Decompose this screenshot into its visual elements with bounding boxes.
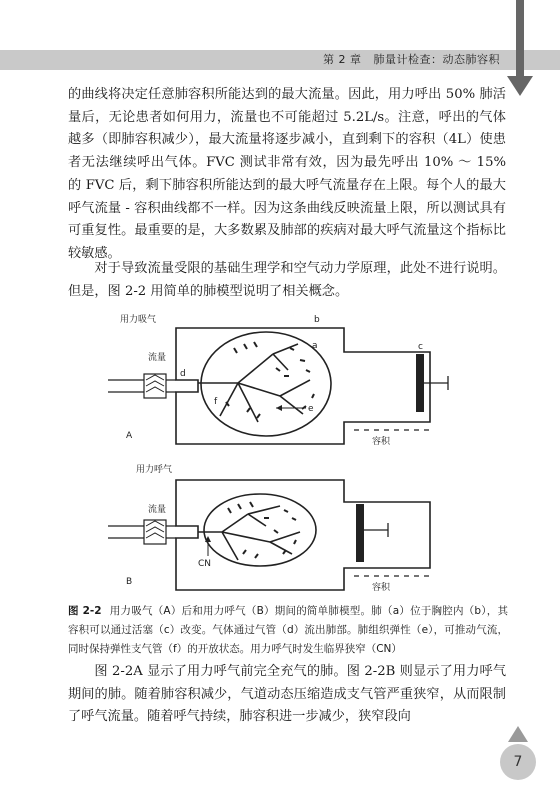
panel-a-title: 用力吸气	[120, 315, 157, 325]
label-a: a	[312, 341, 318, 351]
panel-b-letter: B	[126, 577, 133, 587]
up-arrow-icon	[506, 724, 530, 744]
running-header	[323, 52, 500, 68]
panel-b-volume-label: 容积	[372, 583, 391, 593]
panel-a	[108, 313, 448, 447]
figure-caption	[68, 602, 508, 659]
paragraph-1: 的曲线将决定任意肺容积所能达到的最大流量。因此，用力呼出 50% 肺活量后，无论患者如何用力，流量也不可能超过 5.2L/s。注意，呼出的气体越多（即肺容积减少），最大流量将逐步减小，直到剩下的容积（4L）使患者无法继续呼出气体。FVC 测试非常有效，因为最先呼出 10% ～ 15% 的 FVC 后，剩下肺容积所能达到的最大呼气流量存在上限。每个人的最大呼气流量 - 容积曲线都不一样。因为这条曲线反映流量上限，所以测试具有可重复性。最重要的是，大多数累及肺部的疾病对最大呼气流量这个指标比较敏感。	[68, 87, 506, 261]
panel-a-flow-label: 流量	[148, 353, 167, 363]
panel-b-flow-label: 流量	[148, 505, 167, 515]
page-number: 7	[500, 744, 536, 780]
chapter-title: 肺量计检查：动态肺容积	[373, 53, 500, 66]
panel-b	[108, 463, 430, 593]
label-cn: CN	[198, 559, 212, 569]
paragraph-2: 对于导致流量受限的基础生理学和空气动力学原理，此处不进行说明。但是，图 2-2 用简单的肺模型说明了相关概念。	[68, 261, 506, 299]
down-arrow-icon	[505, 0, 535, 100]
chapter-number: 第 2 章	[323, 53, 362, 66]
label-b: b	[314, 315, 320, 325]
label-e: e	[308, 404, 314, 414]
paragraph-3: 图 2-2A 显示了用力呼气前完全充气的肺。图 2-2B 则显示了用力呼气期间的肺。随着肺容积减少，气道动态压缩造成支气管严重狭窄，从而限制了呼气流量。随着呼气持续，肺容积进一步减少，狭窄段向	[68, 664, 506, 725]
caption-number: 图 2-2	[68, 605, 102, 617]
panel-a-volume-label: 容积	[372, 437, 391, 447]
label-d: d	[180, 369, 186, 379]
panel-a-letter: A	[126, 431, 133, 441]
label-f: f	[214, 397, 218, 407]
label-c: c	[418, 342, 423, 352]
panel-b-title: 用力呼气	[136, 465, 173, 475]
lung-model-figure	[88, 304, 488, 594]
caption-text: 用力吸气（A）后和用力呼气（B）期间的简单肺模型。肺（a）位于胸腔内（b），其容积可以通过活塞（c）改变。气体通过气管（d）流出肺部。肺组织弹性（e），可推动气流，同时保持弹性支气管（f）的开放状态。用力呼气时发生临界狭窄（CN）	[68, 605, 508, 655]
